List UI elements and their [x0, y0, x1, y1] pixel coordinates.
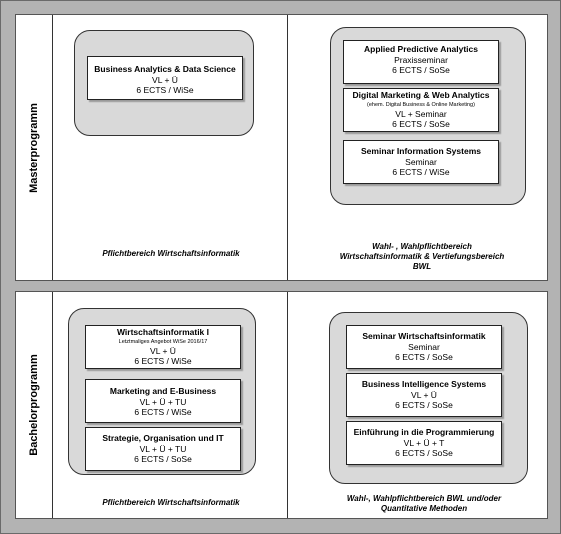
- course-title: Seminar Information Systems: [361, 146, 481, 156]
- course-type: Seminar: [408, 341, 440, 352]
- course-type: VL + Ü + TU: [139, 396, 187, 407]
- bachelor-panel: [15, 291, 548, 519]
- course-card: [346, 373, 502, 417]
- course-type: VL + Ü + T: [403, 437, 445, 448]
- course-card: [346, 325, 502, 369]
- course-note: (ehem. Digital Business & Online Marketing): [367, 101, 475, 108]
- bachelor-divider: [287, 292, 288, 518]
- master-pflicht-group: [74, 30, 254, 136]
- course-card: [343, 140, 499, 184]
- course-credits: 6 ECTS / WiSe: [134, 407, 192, 417]
- course-credits: 6 ECTS / WiSe: [136, 85, 194, 95]
- master-wahl-group: [330, 27, 526, 205]
- course-credits: 6 ECTS / SoSe: [395, 400, 453, 410]
- course-title: Einführung in die Programmierung: [353, 427, 495, 437]
- course-credits: 6 ECTS / WiSe: [134, 356, 192, 366]
- master-program-label: Masterprogramm: [28, 102, 40, 193]
- bachelor-wahl-group: [329, 312, 528, 484]
- course-title: Wirtschaftsinformatik I: [116, 327, 210, 337]
- course-note: Letztmaliges Angebot WiSe 2016/17: [118, 338, 208, 345]
- course-title: Applied Predictive Analytics: [364, 44, 478, 54]
- course-credits: 6 ECTS / WiSe: [392, 167, 450, 177]
- course-title: Digital Marketing & Web Analytics: [352, 90, 490, 100]
- course-card: [87, 56, 243, 100]
- master-wahl-caption: Wahl- , Wahlpflichtbereich Wirtschaftsinformatik & Vertiefungsbereich BWL: [339, 242, 505, 271]
- course-type: Praxisseminar: [394, 54, 448, 65]
- course-type: VL + Ü: [411, 389, 437, 400]
- bachelor-pflicht-group: [68, 308, 256, 475]
- bachelor-pflicht-caption: Pflichtbereich Wirtschaftsinformatik: [102, 498, 240, 507]
- course-type: VL + Ü + TU: [139, 443, 187, 454]
- course-card: [85, 427, 241, 471]
- bachelor-wahl-caption: Wahl-, Wahlpflichtbereich BWL und/oder Quantitative Methoden: [346, 494, 502, 513]
- course-credits: 6 ECTS / SoSe: [134, 454, 192, 464]
- course-type: VL + Seminar: [395, 108, 447, 119]
- course-title: Marketing and E-Business: [109, 386, 217, 396]
- course-card: [85, 379, 241, 423]
- bachelor-sidebar: [16, 292, 53, 518]
- master-divider: [287, 15, 288, 280]
- course-credits: 6 ECTS / SoSe: [395, 448, 453, 458]
- course-credits: 6 ECTS / SoSe: [392, 119, 450, 129]
- course-credits: 6 ECTS / SoSe: [395, 352, 453, 362]
- course-title: Business Intelligence Systems: [361, 379, 487, 389]
- course-type: Seminar: [405, 156, 437, 167]
- course-type: VL + Ü: [152, 74, 178, 85]
- course-title: Business Analytics & Data Science: [94, 64, 236, 74]
- master-sidebar: [16, 15, 53, 280]
- course-type: VL + Ü: [150, 345, 176, 356]
- course-card: [343, 40, 499, 84]
- master-panel: [15, 14, 548, 281]
- course-title: Strategie, Organisation und IT: [102, 433, 224, 443]
- bachelor-program-label: Bachelorprogramm: [28, 354, 40, 456]
- course-title: Seminar Wirtschaftsinformatik: [362, 331, 486, 341]
- course-card: [343, 88, 499, 132]
- course-credits: 6 ECTS / SoSe: [392, 65, 450, 75]
- course-card: [85, 325, 241, 369]
- master-pflicht-caption: Pflichtbereich Wirtschaftsinformatik: [102, 249, 240, 258]
- course-card: [346, 421, 502, 465]
